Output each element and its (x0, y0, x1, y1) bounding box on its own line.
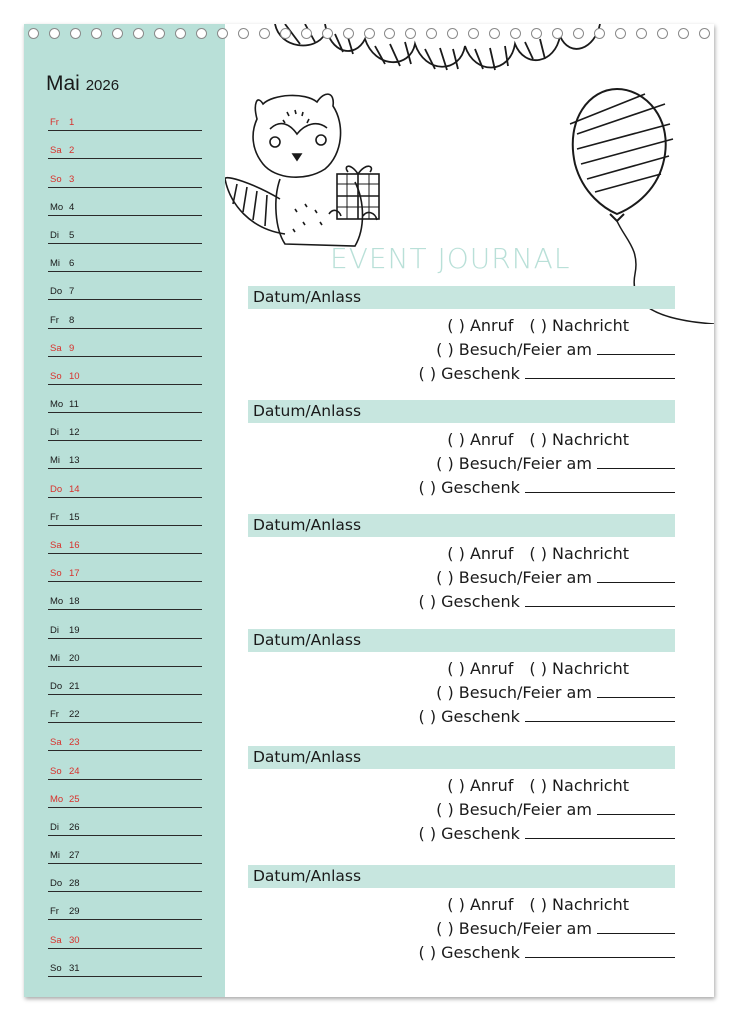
binding-ring (510, 28, 521, 39)
day-number: 2 (69, 145, 75, 157)
binding-ring (594, 28, 605, 39)
day-number: 4 (69, 201, 75, 213)
besuch-checkbox[interactable]: ( ) Besuch/Feier am (436, 340, 592, 359)
weekday-label: Mi (50, 652, 61, 664)
day-number: 8 (69, 314, 75, 326)
geschenk-checkbox[interactable]: ( ) Geschenk (418, 943, 520, 962)
besuch-checkbox[interactable]: ( ) Besuch/Feier am (436, 454, 592, 473)
day-row (48, 357, 202, 385)
day-number: 23 (69, 737, 80, 749)
day-number: 20 (69, 652, 80, 664)
weekday-label: So (50, 173, 62, 185)
weekday-label: Do (50, 878, 63, 890)
besuch-checkbox[interactable]: ( ) Besuch/Feier am (436, 568, 592, 587)
binding-ring (70, 28, 81, 39)
day-number: 1 (69, 117, 75, 129)
day-row (48, 272, 202, 300)
weekday-label: Fr (50, 709, 59, 721)
binding-ring (552, 28, 563, 39)
entry-lines (248, 769, 675, 845)
journal-entry (248, 865, 675, 964)
day-row (48, 864, 202, 892)
weekday-label: Fr (50, 511, 59, 523)
day-number: 5 (69, 229, 75, 241)
binding-ring (343, 28, 354, 39)
weekday-label: Sa (50, 737, 62, 749)
geschenk-blank[interactable] (525, 479, 675, 493)
day-row (48, 751, 202, 779)
day-number: 12 (69, 427, 80, 439)
geschenk-blank[interactable] (525, 825, 675, 839)
raccoon-with-gift-icon (225, 94, 379, 246)
day-row (48, 892, 202, 920)
binding-ring (91, 28, 102, 39)
binding-ring (678, 28, 689, 39)
day-number: 22 (69, 709, 80, 721)
month-title (46, 72, 119, 96)
day-row (48, 159, 202, 187)
binding-ring (280, 28, 291, 39)
besuch-blank[interactable] (597, 569, 675, 583)
besuch-checkbox[interactable]: ( ) Besuch/Feier am (436, 919, 592, 938)
day-number: 27 (69, 850, 80, 862)
geschenk-line (418, 478, 675, 497)
illustration-area (225, 24, 714, 324)
binding-ring (364, 28, 375, 39)
nachricht-checkbox[interactable]: ( ) Nachricht (529, 895, 629, 914)
month-name: Mai (46, 72, 80, 95)
weekday-label: Sa (50, 540, 62, 551)
entry-lines (248, 537, 675, 613)
binding-ring (217, 28, 228, 39)
anruf-checkbox[interactable]: ( ) Anruf (447, 316, 514, 335)
geschenk-line (418, 707, 675, 726)
contact-options (447, 776, 629, 795)
besuch-blank[interactable] (597, 684, 675, 698)
weekday-label: Di (50, 821, 59, 833)
geschenk-line (418, 824, 675, 843)
anruf-checkbox[interactable]: ( ) Anruf (447, 544, 514, 563)
day-row (48, 329, 202, 357)
binding-ring (573, 28, 584, 39)
weekday-label: Do (50, 483, 63, 495)
besuch-line (436, 800, 675, 819)
day-number: 24 (69, 765, 80, 777)
binding-ring (133, 28, 144, 39)
entry-header: Datum/Anlass (248, 865, 675, 888)
day-row (48, 554, 202, 582)
geschenk-line (418, 592, 675, 611)
weekday-label: Di (50, 229, 59, 241)
geschenk-blank[interactable] (525, 944, 675, 958)
geschenk-checkbox[interactable]: ( ) Geschenk (418, 478, 520, 497)
weekday-label: So (50, 765, 62, 777)
day-number: 7 (69, 286, 75, 298)
besuch-line (436, 454, 675, 473)
day-row (48, 723, 202, 751)
day-number: 29 (69, 906, 80, 918)
binding-ring (615, 28, 626, 39)
weekday-label: So (50, 568, 62, 580)
nachricht-checkbox[interactable]: ( ) Nachricht (529, 544, 629, 563)
binding-ring (322, 28, 333, 39)
besuch-checkbox[interactable]: ( ) Besuch/Feier am (436, 800, 592, 819)
weekday-label: Mo (50, 793, 64, 805)
weekday-label: Di (50, 624, 59, 636)
calendar-page (24, 24, 714, 997)
weekday-label: Mo (50, 399, 64, 411)
day-row (48, 188, 202, 216)
day-row (48, 808, 202, 836)
nachricht-checkbox[interactable]: ( ) Nachricht (529, 316, 629, 335)
binding-ring (489, 28, 500, 39)
binding-ring (238, 28, 249, 39)
weekday-label: So (50, 370, 62, 382)
day-row (48, 949, 202, 977)
besuch-line (436, 683, 675, 702)
nachricht-checkbox[interactable]: ( ) Nachricht (529, 430, 629, 449)
day-row (48, 780, 202, 808)
nachricht-checkbox[interactable]: ( ) Nachricht (529, 776, 629, 795)
besuch-blank[interactable] (597, 920, 675, 934)
day-number: 28 (69, 878, 80, 890)
journal-entry (248, 746, 675, 845)
binding-ring (531, 28, 542, 39)
day-number: 21 (69, 680, 80, 692)
journal-entry (248, 400, 675, 499)
besuch-blank[interactable] (597, 455, 675, 469)
day-number: 30 (69, 934, 80, 946)
besuch-blank[interactable] (597, 801, 675, 815)
weekday-label: Mo (50, 596, 64, 608)
contact-options (447, 316, 629, 335)
nachricht-checkbox[interactable]: ( ) Nachricht (529, 659, 629, 678)
entry-lines (248, 423, 675, 499)
entry-lines (248, 888, 675, 964)
day-number: 25 (69, 793, 80, 805)
binding-ring (28, 28, 39, 39)
binding-ring (468, 28, 479, 39)
day-number: 31 (69, 962, 80, 974)
contact-options (447, 895, 629, 914)
month-sidebar (24, 24, 225, 997)
binding-ring (405, 28, 416, 39)
day-row (48, 526, 202, 554)
anruf-checkbox[interactable]: ( ) Anruf (447, 776, 514, 795)
day-row (48, 920, 202, 948)
entry-header: Datum/Anlass (248, 400, 675, 423)
day-row (48, 131, 202, 159)
contact-options (447, 430, 629, 449)
weekday-label: Mi (50, 455, 61, 467)
besuch-checkbox[interactable]: ( ) Besuch/Feier am (436, 683, 592, 702)
besuch-line (436, 919, 675, 938)
day-row (48, 300, 202, 328)
geschenk-blank[interactable] (525, 708, 675, 722)
binding-ring (259, 28, 270, 39)
journal-entry (248, 514, 675, 613)
journal-entry (248, 286, 675, 385)
day-number: 14 (69, 483, 80, 495)
binding-ring (49, 28, 60, 39)
journal-title: EVENT JOURNAL (330, 242, 571, 275)
day-list (48, 103, 202, 977)
geschenk-checkbox[interactable]: ( ) Geschenk (418, 364, 520, 383)
binding-ring (699, 28, 710, 39)
contact-options (447, 659, 629, 678)
geschenk-blank[interactable] (525, 365, 675, 379)
day-number: 10 (69, 370, 80, 382)
entry-header: Datum/Anlass (248, 629, 675, 652)
binding-ring (447, 28, 458, 39)
weekday-label: Do (50, 286, 63, 298)
geschenk-checkbox[interactable]: ( ) Geschenk (418, 824, 520, 843)
anruf-checkbox[interactable]: ( ) Anruf (447, 659, 514, 678)
binding-ring (112, 28, 123, 39)
weekday-label: Mi (50, 850, 61, 862)
day-row (48, 441, 202, 469)
day-number: 13 (69, 455, 80, 467)
geschenk-line (418, 364, 675, 383)
weekday-label: So (50, 962, 62, 974)
day-row (48, 385, 202, 413)
day-number: 15 (69, 511, 80, 523)
day-row (48, 498, 202, 526)
entry-lines (248, 309, 675, 385)
binding-ring (196, 28, 207, 39)
day-number: 26 (69, 821, 80, 833)
entry-header: Datum/Anlass (248, 746, 675, 769)
day-row (48, 667, 202, 695)
day-number: 9 (69, 342, 75, 354)
weekday-label: Sa (50, 934, 62, 946)
day-row (48, 413, 202, 441)
day-number: 18 (69, 596, 80, 608)
geschenk-line (418, 943, 675, 962)
weekday-label: Mi (50, 258, 61, 270)
weekday-label: Fr (50, 314, 59, 326)
binding-ring (657, 28, 668, 39)
day-row (48, 244, 202, 272)
geschenk-checkbox[interactable]: ( ) Geschenk (418, 707, 520, 726)
weekday-label: Di (50, 427, 59, 439)
month-year: 2026 (85, 77, 120, 94)
day-number: 3 (69, 173, 75, 185)
weekday-label: Fr (50, 117, 59, 129)
day-row (48, 469, 202, 497)
binding-ring (384, 28, 395, 39)
besuch-blank[interactable] (597, 341, 675, 355)
day-row (48, 639, 202, 667)
day-row (48, 695, 202, 723)
weekday-label: Sa (50, 342, 62, 354)
day-row (48, 610, 202, 638)
day-number: 6 (69, 258, 75, 270)
besuch-line (436, 340, 675, 359)
entry-header: Datum/Anlass (248, 514, 675, 537)
journal-entry (248, 629, 675, 728)
weekday-label: Mo (50, 201, 64, 213)
binding-ring (175, 28, 186, 39)
binding-ring (426, 28, 437, 39)
weekday-label: Sa (50, 145, 62, 157)
day-row (48, 103, 202, 131)
entry-header: Datum/Anlass (248, 286, 675, 309)
besuch-line (436, 568, 675, 587)
day-row (48, 216, 202, 244)
day-number: 19 (69, 624, 80, 636)
entry-lines (248, 652, 675, 728)
day-number: 16 (69, 540, 80, 551)
anruf-checkbox[interactable]: ( ) Anruf (447, 895, 514, 914)
day-row (48, 582, 202, 610)
geschenk-blank[interactable] (525, 593, 675, 607)
contact-options (447, 544, 629, 563)
binding-ring (154, 28, 165, 39)
binding-ring (636, 28, 647, 39)
spiral-binding (24, 28, 714, 42)
day-number: 17 (69, 568, 80, 580)
day-row (48, 836, 202, 864)
day-number: 11 (69, 399, 79, 411)
geschenk-checkbox[interactable]: ( ) Geschenk (418, 592, 520, 611)
weekday-label: Fr (50, 906, 59, 918)
binding-ring (301, 28, 312, 39)
anruf-checkbox[interactable]: ( ) Anruf (447, 430, 514, 449)
weekday-label: Do (50, 680, 63, 692)
